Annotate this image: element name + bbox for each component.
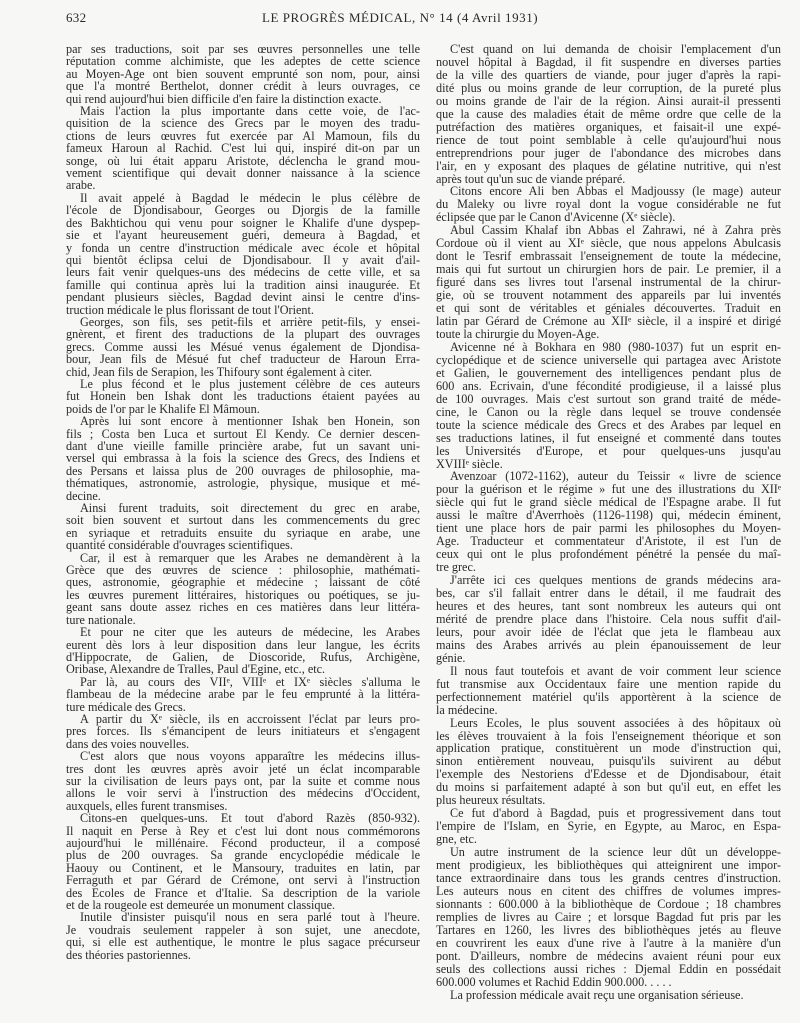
text-line: truction médicale le plus florissant de tout l'Orient. [66,302,314,317]
text-line: Oribase, Alexandre de Tralles, Paul d'Egine, etc., etc. [66,662,326,677]
text-line: gnèrent, et firent des traductions de la plupart des ouvrages [66,327,420,342]
text-line: fut Honein ben Ishak dont les traductions étaient payées au [66,389,420,404]
text-line: toute la science médicale des Grecs et des Arabes par lequel en [436,417,781,432]
text-line: A partir du Xᵉ siècle, ils en accroissent l'éclat par leurs pro- [80,711,420,726]
text-line: aujourd'hui le millénaire. Fécond producteur, il a composé [66,836,420,850]
text-line: l'exemple des Nestoriens d'Edesse et de Djondisabour, était [436,767,781,782]
text-line: grecs. Comme aussi les Mésué venus également de Djondisa- [66,339,420,354]
text-line: thématiques, astronomie, astrologie, physique, musique et mé- [66,476,420,491]
text-line: J'arrête ici ces quelques mentions de grands médecins ara- [450,573,781,588]
text-line: tance extraordinaire dans tous les grands centres d'instruction. [436,871,781,885]
text-line: sinon entièrement nouveau, puisqu'ils suivirent au début [436,754,781,769]
text-line: par ses traductions, soit par ses œuvres personnelles une telle [66,42,420,56]
text-line: ques, astronomie, géographie et médecine ; laissant de côté [66,575,420,590]
text-line: l'empire de l'Islam, en Syrie, en Egypte, au Maroc, en Espa- [436,819,781,834]
text-line: dans des voies nouvelles. [66,736,190,751]
text-line: eurent dès lors à leur disposition dans leur langue, les écrits [66,637,420,652]
paragraph [66,378,420,415]
text-line: Haouy ou Continent, et le Mansoury, traduites en latin, par [66,860,420,875]
text-line: Ferraguth et par Gérard de Crémone, ont servi à l'instruction [66,873,420,888]
text-line: après tout qu'un suc de viande préparé. [436,171,626,186]
text-line: d'Hippocrate, de Galien, de Dioscoride, Rufus, Archigène, [66,649,420,664]
text-line: ceux qui ont le plus profondément pénétré la pensée du maî- [436,547,781,562]
right-column [436,43,781,1002]
text-line: Mais l'action la plus importante dans cette voie, de l'ac- [80,104,420,119]
text-line: ture nationale. [66,612,136,627]
text-line: vement scientifique qui devait donner naissance à la science [66,166,420,181]
text-line: qui bientôt éclipsa celui de Djondisabour. Il y avait d'ail- [66,252,420,267]
text-line: Abul Cassim Khalaf ibn Abbas el Zahrawi, né à Zahra près [450,223,781,238]
text-line: Par là, au cours des VIIᵉ, VIIIᵉ et IXᵉ siècles s'alluma le [80,674,420,689]
text-line: ses traductions latines, il fut enseigné et commenté dans toutes [436,430,781,445]
text-line: Après lui sont encore à mentionner Ishak ben Honein, son [80,414,420,429]
text-line: Ce fut d'abord à Bagdad, puis et progressivement dans tout [450,806,781,821]
text-line: pendant plusieurs siècles, Bagdad devint ainsi le centre d'ins- [66,290,420,305]
text-line: tre grec. [436,560,476,575]
text-line: ment prodigieux, les bibliothèques qui atteignirent une impor- [436,858,781,873]
paragraph [66,750,420,812]
text-line: Inutile d'insister puisqu'il nous en sera parlé tout à l'heure. [80,910,420,925]
text-line: mains des Arabes arrivés au plein épanouissement de leur [436,637,781,652]
text-line: pres forces. Ils s'émancipent de leurs initiateurs et s'engagent [66,724,420,739]
text-line: que l'a montré Berthelot, donner crédit à leurs ouvrages, ce [66,79,420,94]
text-line: mérité de prendre place dans l'histoire. Cela nous suffit d'ail- [436,611,781,626]
paragraph [66,626,420,676]
text-line: latin par Gérard de Crémone au XIIᵉ siècle, il a inspiré et dirigé [436,314,781,329]
text-line: geant sans doute assez riches en ces matières dans leur littéra- [66,600,420,615]
paragraph [66,43,420,105]
paragraph [66,192,420,316]
paragraph [66,713,420,750]
text-line: et qui sont de véritables et géniales découvertes. Traduit en [436,301,781,316]
text-line: les Universités d'Europe, et pour quelques-uns jusqu'au [436,443,781,458]
text-line: chid, Jean fils de Serapion, les Thifoury sont également à citer. [66,364,373,379]
text-line: aussi le maître d'Averrhoès (1126-1198) qui, médecin éminent, [436,508,781,523]
text-line: Citons encore Ali ben Abbas el Madjoussy (le mage) auteur [450,184,781,199]
text-line: Il avait appelé à Bagdad le médecin le plus célèbre de [80,190,420,205]
text-line: les élèves trouvaient à la fois l'enseignement théorique et son [436,728,781,743]
text-line: quantité considérable d'ouvrages scientifiques. [66,538,293,553]
paragraph [66,812,420,911]
left-column [66,43,420,961]
text-line: dont le Tesrif embrassait l'enseignement de toute la médecine, [436,249,781,264]
text-line: Et pour ne citer que les auteurs de médecine, les Arabes [80,625,420,640]
text-line: l'école de Djondisabour, Georges ou Djorgis de la famille [66,203,420,218]
paragraph [66,415,420,502]
text-line: Il nous faut toutefois et avant de voir comment leur science [450,663,781,678]
text-line: application pratique, constituèrent un mode d'instruction qui, [436,741,781,756]
text-line: allons le voir servi à l'instruction des médecins d'Occident, [66,786,420,801]
text-line: la médecine. [436,702,498,717]
text-line: figuré dans ses livres tout l'arsenal instrumental de la chirur- [436,275,781,290]
text-line: ou moins grande de l'air de la région. Ainsi aurait-il pressenti [436,93,781,108]
paragraph [66,105,420,192]
text-line: cine, le Canon ou la règle dans lequel se trouve condensée [436,404,781,419]
text-line: et Galien, le gouvernement des intelligences pendant plus de [436,365,781,380]
text-line: que la cause des maladies était de même ordre que celle de la [436,106,781,121]
text-line: La profession médicale avait reçu une organisation sérieuse. [450,987,744,1002]
text-line: qui, si elle est authentique, le montre le plus sagace précurseur [66,935,420,950]
paragraph [66,502,420,552]
text-line: en couvrirent les eaux d'une rive à l'autre à la manière d'un [436,935,781,950]
text-line: de la ville des quartiers de viande, pour juger d'après la rapi- [436,67,781,82]
paragraph [66,911,420,961]
text-line: quisition de la science des Grecs par le moyen des tradu- [66,116,420,131]
text-line: toute la chirurgie du Moyen-Age. [436,326,600,341]
text-line: poids de l'or par le Khalife El Mâmoun. [66,401,260,416]
text-line: sur la civilisation de leurs pays ont, par la suite et comme nous [66,773,420,788]
text-line: Un autre instrument de la science leur dût un développe- [450,845,781,860]
text-line: réputation comme alchimiste, que les adeptes de cette science [66,54,420,69]
text-line: arabe. [66,178,96,193]
journal-title: LE PROGRÈS MÉDICAL, N° 14 (4 Avril 1931) [262,10,539,25]
text-line: Cordoue où il vient au XIᵉ siècle, que nous appelons Abulcasis [436,236,781,251]
text-line: fut transmise aux Occidentaux faire une mention rapide du [436,676,781,691]
text-line: seuls des collections aussi riches : Djemal Eddin en possédait [436,961,781,976]
text-line: decine. [66,488,101,503]
text-line: perfectionnement matériel qu'ils apportèrent à la science de [436,689,781,704]
text-line: mais qui fut surtout un chirurgien hors de pair. Le premier, il a [436,262,781,277]
text-line: gne, etc. [436,832,477,847]
text-line: des Bakhtichou qui venu pour soigner le Khalife d'une dyspep- [66,215,420,230]
text-line: qui rend aujourd'hui bien difficile d'en faire la distinction exacte. [66,91,382,106]
text-line: éclipsée que par le Canon d'Avicenne (Xᵉ siècle). [436,210,676,225]
text-line: putréfaction des matières organiques, et faisait-il une expé- [436,119,781,134]
text-line: sie et l'ayant heureusement guéri, demeura à Bagdad, et [66,228,420,243]
text-line: de 100 ouvrages. Mais c'est surtout son grand traité de méde- [436,391,781,406]
text-line: Georges, son fils, ses petit-fils et arrière petit-fils, y ensei- [80,314,420,329]
text-line: Ainsi furent traduits, soit directement du grec en arabe, [80,501,420,516]
text-line: Tartares en 1260, les livres des bibliothèques jetés au fleuve [436,922,781,937]
text-line: ture médicale des Grecs. [66,699,186,714]
paragraph [436,341,781,471]
text-line: Les auteurs nous en citent des chiffres de volumes impres- [436,883,781,898]
paragraph [436,185,781,224]
text-line: leurs, pour avoir idée de l'éclat que jeta le flambeau aux [436,624,781,639]
text-line: Car, il est à remarquer que les Arabes ne demandèrent à la [80,550,420,565]
text-line: soit bien souvent et surtout dans les commencements du grec [66,513,420,528]
text-line: C'est quand on lui demanda de choisir l'emplacement d'un [450,42,781,56]
text-line: des théories pastoriennes. [66,947,191,962]
text-line: les œuvres purement littéraires, historiques ou poétiques, se ju- [66,587,420,602]
paragraph [436,717,781,808]
text-line: nouvel hôpital à Bagdad, il fit suspendre en diverses parties [436,54,781,69]
text-line: sionnants : 600.000 à la bibliothèque de Cordoue ; 18 chambres [436,896,781,911]
text-line: dant d'une vieille famille princière arabe, fut un savant uni- [66,439,420,453]
text-line: Avenzoar (1072-1162), auteur du Teissir « livre de science [450,469,781,484]
paragraph [66,316,420,378]
text-line: leurs fait venir quelques-uns des médecins de cette ville, et sa [66,265,420,280]
text-line: génie. [436,650,466,665]
text-line: 600 ans. Ecrivain, d'une fécondité prodigieuse, il a laissé plus [436,378,781,393]
text-line: XVIIIᵉ siècle. [436,456,503,471]
text-line: siècle qui fut le grand siècle médical de l'Espagne arabe. Il fut [436,495,781,510]
text-line: Grèce que des œuvres de science : philosophie, mathémati- [66,563,420,578]
text-line: pont. D'ailleurs, nombre de médecins avaient réuni pour eux [436,948,781,963]
paragraph [436,807,781,846]
text-line: C'est alors que nous voyons apparaître les médecins illus- [80,749,420,764]
text-line: rience de tout point semblable à celle qu'aujourd'hui nous [436,132,781,147]
text-line: tres dont les œuvres après avoir jeté un éclat incomparable [66,761,420,776]
text-line: flambeau de la médecine arabe par le feu emprunté à la littéra- [66,687,420,702]
paragraph [436,470,781,574]
page-number: 632 [66,10,87,25]
text-line: fils ; Costa ben Luca et surtout El Kendy. Ce dernier descen- [66,426,420,441]
paragraph [66,676,420,713]
paragraph [436,989,781,1002]
text-line: y fonda un centre d'instruction médicale avec école et hôpital [66,240,420,255]
text-line: cyclopédique et de science universelle qui partagea avec Aristote [436,352,781,367]
text-line: du moins si parfaitement adapté à son but qu'il eut, en effet les [436,780,781,795]
text-line: au Moyen-Age ont bien souvent emprunté son nom, pour, ainsi [66,66,420,81]
text-line: gie, où se trouvent notamment des appareils par lui inventés [436,288,781,303]
text-line: du Maleky ou livre royal dont la vogue considérable ne fut [436,197,781,212]
text-line: ctions de leurs œuvres fut exercée par Al Mamoun, fils du [66,128,420,143]
text-line: Citons-en quelques-uns. Et tout d'abord Razès (850-932). [80,811,420,826]
text-line: des Persans et laissa plus de 200 ouvrages de philosophie, ma- [66,463,420,478]
text-line: tient une place hors de pair parmi les philosophes du Moyen- [436,521,781,536]
paragraph [66,552,420,626]
text-line: versel qui embrassa à la fois la science des Grecs, des Indiens et [66,451,420,466]
text-line: remplies de livres au Caire ; et lorsque Bagdad fut pris par les [436,909,781,924]
text-line: Leurs Ecoles, le plus souvent associées à des hôpitaux où [450,715,781,730]
text-line: pour la guérison et le régime » fut une des illustrations du XIIᵉ [436,482,781,497]
text-line: dité plus ou moins grande de leur corruption, de la pureté plus [436,80,781,95]
paragraph [436,846,781,988]
text-line: Age. Traducteur et commentateur d'Aristote, il est l'un de [436,534,781,549]
text-line: Avicenne né à Bokhara en 980 (980-1037) fut un esprit en- [450,339,781,354]
paragraph [436,43,781,185]
running-header [66,9,781,27]
text-line: bes, car s'il fallait entrer dans le détail, il me faudrait des [436,586,781,601]
text-line: l'air, en y exposant des plaques de gélatine nutritive, qui n'est [436,158,781,173]
text-line: Le plus fécond et le plus justement célèbre de ces auteurs [80,376,420,391]
text-line: famille qui continua après lui la tradition ainsi inaugurée. Et [66,277,420,292]
text-line: fameux Haroun al Rachid. C'est lui qui, inspiré dit-on par un [66,141,420,156]
paragraph [436,574,781,665]
paragraph [436,224,781,341]
text-line: plus heureux résultats. [436,793,546,808]
text-line: songe, où lui était apparu Aristote, déclencha le grand mou- [66,153,420,168]
text-line: heures et des heures, tant sont nombreux les auteurs qui ont [436,598,781,613]
text-line: Il naquit en Perse à Rey et c'est lui dont nous commémorons [66,823,420,838]
paragraph [436,665,781,717]
text-line: bour, Jean fils de Mésué fut chef traducteur de Haroun Erra- [66,352,420,367]
text-line: en syriaque et retraduits ensuite du syriaque en arabe, une [66,525,420,540]
text-line: et de la rougeole est demeurée un monument classique. [66,898,336,913]
text-line: 600.000 volumes et Rachid Eddin 900.000. . . . . [436,974,672,989]
text-line: Je voudrais seulement rappeler à son sujet, une anecdote, [66,922,420,937]
text-line: auxquels, elles furent transmises. [66,798,228,813]
text-line: plus de 200 ouvrages. Sa grande encyclopédie médicale le [66,848,420,863]
text-line: des Ecoles de France et d'Italie. Sa description de la variole [66,885,420,900]
text-line: entreprendrions pour juger de l'abondance des microbes dans [436,145,781,160]
